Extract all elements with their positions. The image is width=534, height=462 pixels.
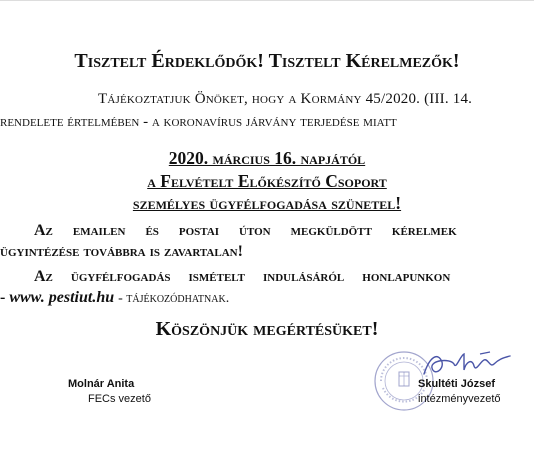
website-link[interactable]: www. pestiut.hu (9, 289, 115, 306)
body-line-4-rest: - tájékozódhatnak. (118, 291, 230, 306)
right-signer-role: intézményvezető (418, 393, 501, 405)
handwritten-signature-icon (420, 348, 520, 380)
highlight-date: 2020. március 16. napjától (168, 148, 366, 168)
body-line-3: Az ügyfélfogadás ismételt indulásáról honlapunkon (34, 268, 451, 285)
left-signer-name: Molnár Anita (68, 378, 135, 390)
intro-line-1: Tájékoztatjuk Önöket, hogy a Kormány 45/2020. (III. 14. (98, 91, 473, 107)
intro-line-2: rendelete értelmében - a koronavírus járvány terjedése miatt (0, 114, 397, 130)
highlight-group: a Felvételt Előkészítő Csoport (147, 171, 387, 191)
page-title: Tisztelt Érdeklődők! Tisztelt Kérelmezők! (74, 50, 460, 72)
highlight-suspended: személyes ügyfélfogadása szünetel! (132, 193, 402, 213)
body-line-4 (0, 289, 229, 307)
top-border-line (0, 0, 534, 1)
body-line-1: Az emailen és postai úton megküldött kérelmek (34, 222, 457, 239)
left-signer-role: FECs vezető (88, 393, 151, 405)
thanks-line: Köszönjük megértésüket! (155, 318, 379, 340)
body-line-4-prefix: - (0, 289, 10, 306)
right-signer-name: Skultéti József (418, 378, 496, 390)
body-line-2: ügyintézése továbbra is zavartalan! (0, 243, 243, 260)
